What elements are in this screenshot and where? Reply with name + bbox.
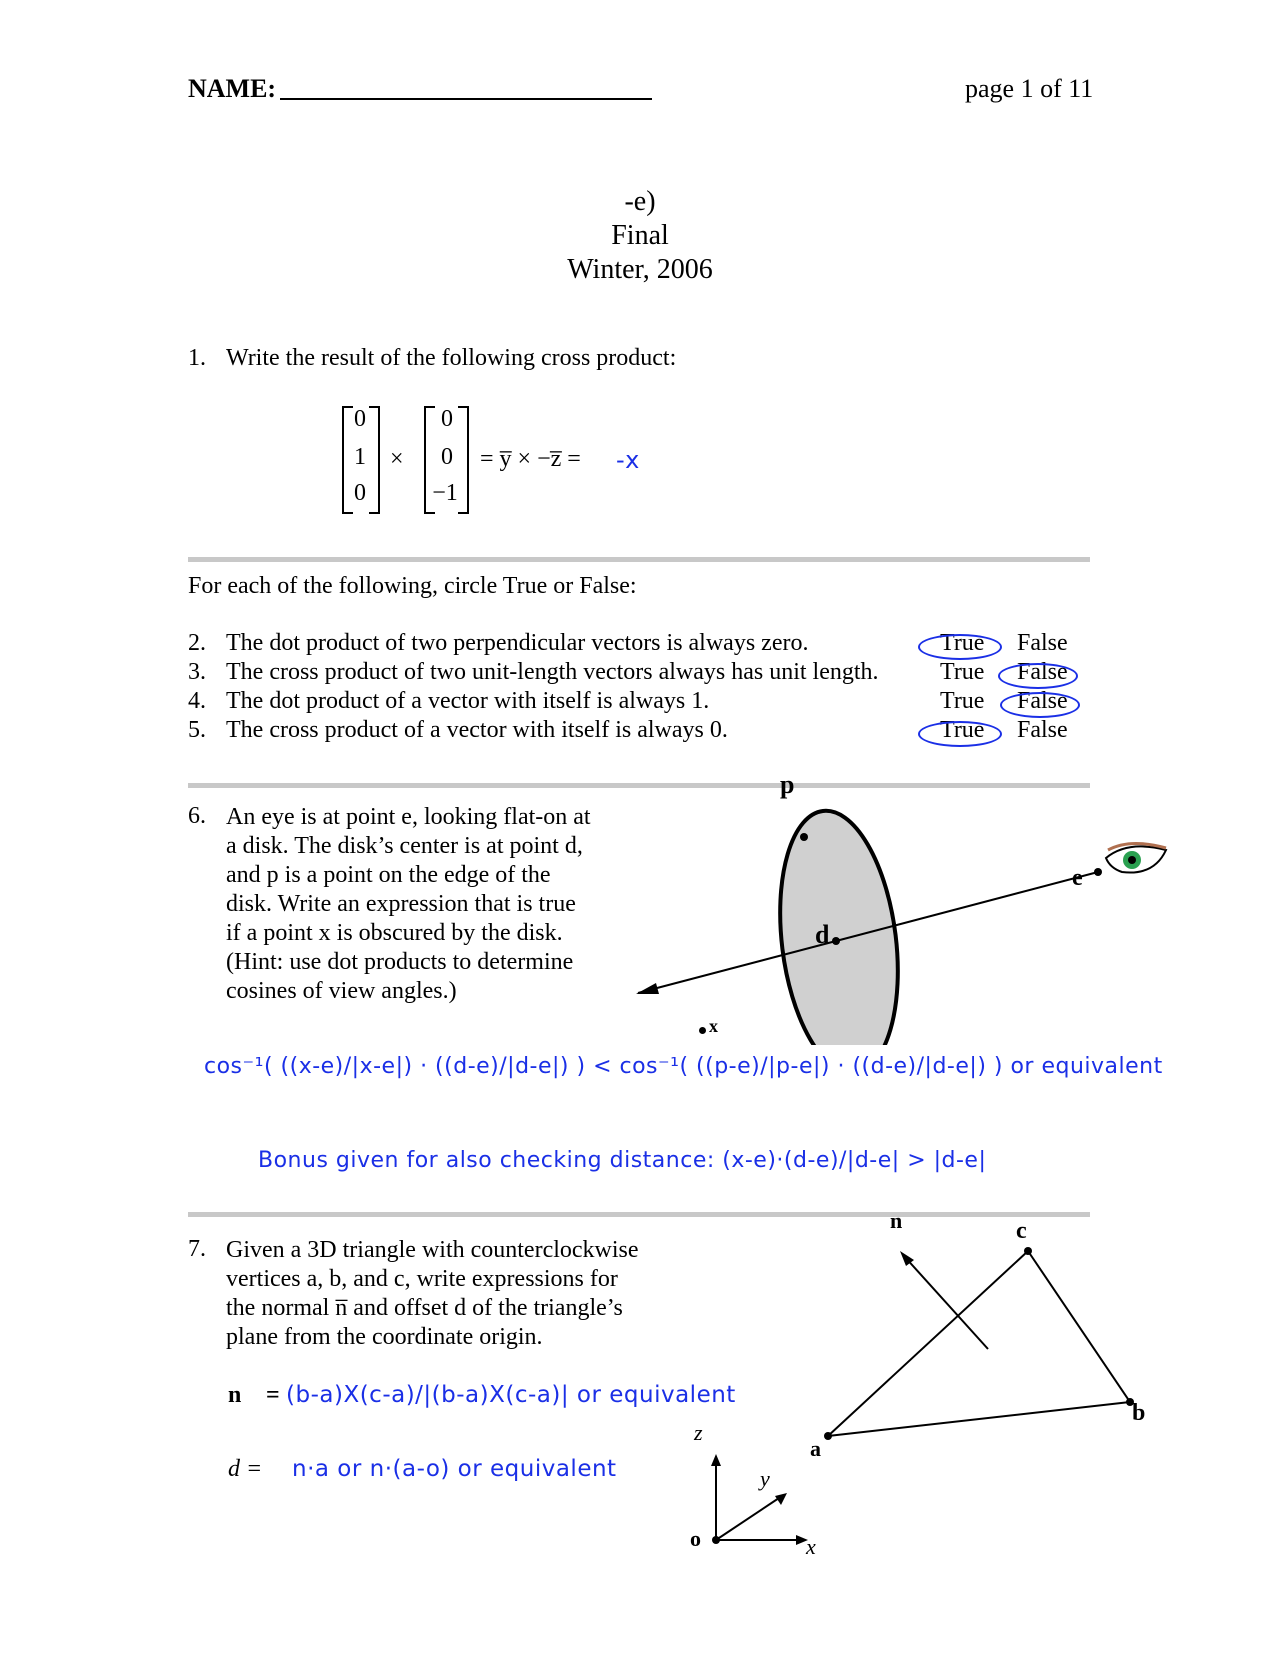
q6-line: a disk. The disk’s center is at point d, xyxy=(226,833,583,859)
q7-number: 7. xyxy=(188,1236,206,1262)
q7-line: the normal n̅ and offset d of the triangle’s xyxy=(226,1295,623,1321)
page-number: page 1 of 11 xyxy=(965,74,1094,103)
normal-vector xyxy=(904,1256,988,1349)
label-e: e xyxy=(1072,865,1083,891)
point-p xyxy=(800,833,808,841)
q6-answer: cos⁻¹( ((x-e)/|x-e|) · ((d-e)/|d-e|) ) < cos⁻¹( ((p-e)/|p-e|) · ((d-e)/|d-e|) ) or equivalent xyxy=(204,1054,1163,1079)
answer-circle xyxy=(918,634,1002,660)
q6-line: if a point x is obscured by the disk. xyxy=(226,920,563,946)
q6-line: An eye is at point e, looking flat-on at xyxy=(226,804,591,830)
section-divider xyxy=(188,557,1090,562)
label-y: y xyxy=(760,1466,770,1491)
q6-line: (Hint: use dot products to determine xyxy=(226,949,574,975)
vector-b-y: 0 xyxy=(441,444,453,470)
point-d xyxy=(832,937,840,945)
tf-item-text: The dot product of two perpendicular vectors is always zero. xyxy=(226,630,809,656)
edge-ac xyxy=(828,1251,1028,1436)
offset-answer: n·a or n·(a-o) or equivalent xyxy=(292,1456,617,1482)
tf-item-text: The cross product of two unit-length vectors always has unit length. xyxy=(226,659,879,685)
disk-diagram xyxy=(620,780,1180,1050)
q7-text xyxy=(226,1236,639,1352)
edge-ba xyxy=(828,1402,1130,1436)
label-x: x xyxy=(709,1018,718,1032)
normal-answer: (b-a)X(c-a)/|(b-a)X(c-a)| or equivalent xyxy=(286,1382,736,1408)
label-b: b xyxy=(1132,1400,1146,1426)
false-option[interactable]: False xyxy=(1017,688,1068,714)
q1-answer: -x xyxy=(616,446,640,474)
true-option[interactable]: True xyxy=(940,659,985,685)
triangle-diagram xyxy=(690,1220,1170,1580)
q1-expression: = y̅ × −z̅ = xyxy=(480,446,581,472)
q6-number: 6. xyxy=(188,803,206,829)
true-option[interactable]: True xyxy=(940,688,985,714)
q6-bonus: Bonus given for also checking distance: (x-e)·(d-e)/|d-e| > |d-e| xyxy=(258,1148,987,1173)
q7-line: plane from the coordinate origin. xyxy=(226,1324,543,1350)
q1-number: 1. xyxy=(188,345,206,371)
cross-symbol: × xyxy=(390,446,404,472)
vector-a-y: 1 xyxy=(354,444,366,470)
eye-icon xyxy=(1106,843,1166,872)
point-e xyxy=(1094,868,1102,876)
origin-point xyxy=(712,1536,720,1544)
q6-line: and p is a point on the edge of the xyxy=(226,862,551,888)
answer-circle xyxy=(998,663,1078,689)
section-divider xyxy=(188,1212,1090,1217)
vertex-a xyxy=(824,1432,832,1440)
vector-b-x: 0 xyxy=(441,406,453,432)
label-a: a xyxy=(810,1436,821,1461)
false-option[interactable]: False xyxy=(1017,659,1068,685)
vector-a-x: 0 xyxy=(354,406,366,432)
label-p: p xyxy=(780,770,795,799)
q6-line: disk. Write an expression that is true xyxy=(226,891,576,917)
tf-item-number: 3. xyxy=(188,659,206,685)
answer-circle xyxy=(918,721,1002,747)
label-c: c xyxy=(1016,1218,1027,1244)
q6-line: cosines of view angles.) xyxy=(226,978,457,1004)
view-arrow-head xyxy=(636,983,659,994)
offset-label: d = xyxy=(228,1456,263,1482)
title-line-2: Final xyxy=(611,220,669,251)
normal-label: n⃗ = xyxy=(228,1382,280,1408)
y-axis xyxy=(716,1496,782,1540)
answer-circle xyxy=(1000,692,1080,718)
tf-item-text: The cross product of a vector with itself is always 0. xyxy=(226,717,728,743)
title-line-1: -e) xyxy=(624,186,656,217)
z-axis-arrow xyxy=(711,1454,721,1466)
tf-item-number: 2. xyxy=(188,630,206,656)
tf-item-number: 4. xyxy=(188,688,206,714)
q7-line: Given a 3D triangle with counterclockwise xyxy=(226,1237,639,1263)
q6-text xyxy=(226,803,591,1006)
vertex-c xyxy=(1024,1247,1032,1255)
true-option[interactable]: True xyxy=(940,717,985,743)
label-x-axis: x xyxy=(806,1534,816,1559)
label-z: z xyxy=(694,1420,703,1445)
tf-instruction: For each of the following, circle True or False: xyxy=(188,573,637,599)
label-d: d xyxy=(815,920,830,949)
point-x xyxy=(699,1027,706,1034)
false-option[interactable]: False xyxy=(1017,630,1068,656)
q1-prompt: Write the result of the following cross product: xyxy=(226,345,677,371)
q7-line: vertices a, b, and c, write expressions for xyxy=(226,1266,618,1292)
tf-item-text: The dot product of a vector with itself is always 1. xyxy=(226,688,710,714)
true-option[interactable]: True xyxy=(940,630,985,656)
name-label: NAME: xyxy=(188,74,277,103)
false-option[interactable]: False xyxy=(1017,717,1068,743)
title-line-3: Winter, 2006 xyxy=(567,254,713,285)
name-field-line[interactable] xyxy=(280,98,652,100)
label-n: n⃗ xyxy=(890,1208,920,1233)
edge-cb xyxy=(1028,1251,1130,1402)
vector-a-z: 0 xyxy=(354,480,366,506)
label-o: o xyxy=(690,1526,701,1551)
vector-b-z: −1 xyxy=(432,480,458,506)
tf-item-number: 5. xyxy=(188,717,206,743)
